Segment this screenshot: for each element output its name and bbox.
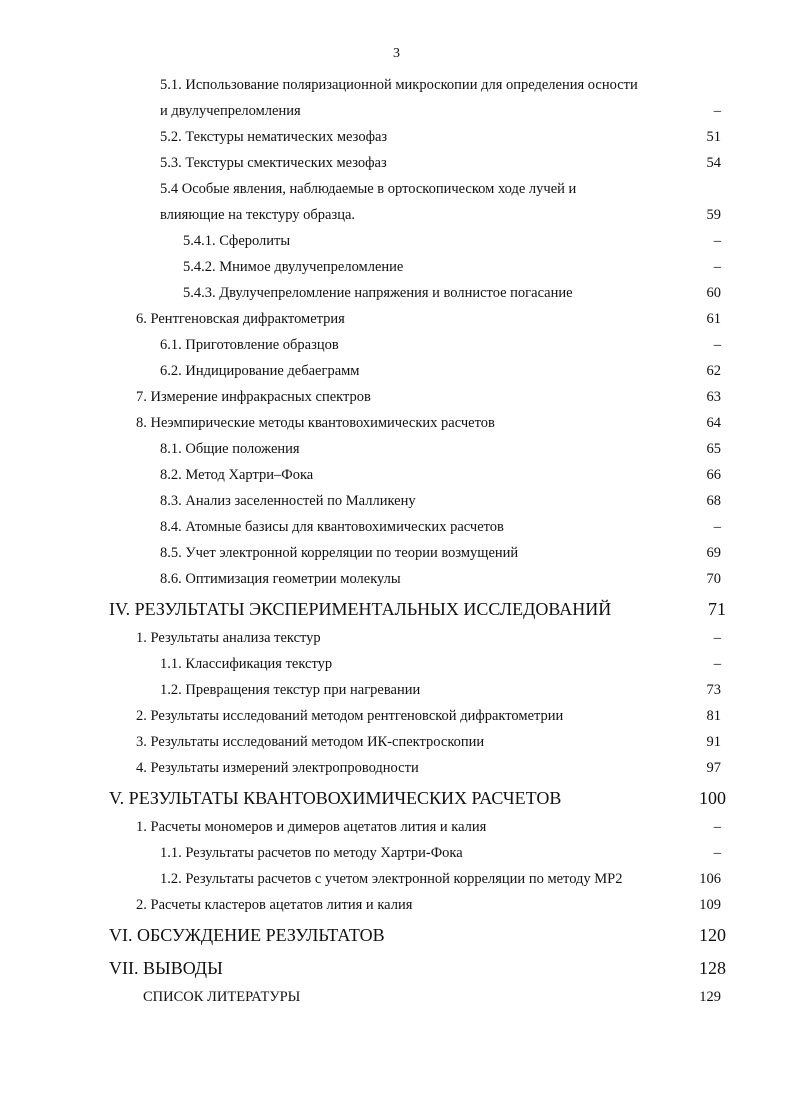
toc-entry-page: – bbox=[713, 819, 721, 835]
toc-entry-page: 59 bbox=[706, 207, 721, 223]
toc-entry-title: 2. Расчеты кластеров ацетатов лития и калия bbox=[136, 897, 413, 913]
toc-entry-page: – bbox=[713, 103, 721, 119]
toc-entry-page: 120 bbox=[699, 925, 726, 945]
toc-entry-page: 65 bbox=[706, 441, 721, 457]
toc-entry-row bbox=[0, 892, 793, 918]
toc-entry-title: СПИСОК ЛИТЕРАТУРЫ bbox=[143, 989, 301, 1005]
toc-entry-title: 5.4.1. Сферолиты bbox=[183, 233, 291, 249]
toc-entry-title: 8.4. Атомные базисы для квантовохимических расчетов bbox=[160, 519, 504, 535]
toc-entry-row bbox=[0, 254, 793, 280]
toc-entry-title: 7. Измерение инфракрасных спектров bbox=[136, 389, 371, 405]
toc-entry-row bbox=[0, 814, 793, 840]
toc-entry-page: 71 bbox=[708, 599, 726, 619]
toc-entry-row bbox=[0, 625, 793, 651]
toc-entry-page: 68 bbox=[706, 493, 721, 509]
toc-entry-page: 66 bbox=[706, 467, 721, 483]
toc-chapter-row bbox=[0, 953, 793, 984]
toc-entry-row bbox=[0, 436, 793, 462]
toc-entry-row bbox=[0, 150, 793, 176]
toc-entry-title: V. РЕЗУЛЬТАТЫ КВАНТОВОХИМИЧЕСКИХ РАСЧЕТОВ bbox=[109, 788, 562, 808]
toc-entry-page: – bbox=[713, 845, 721, 861]
toc-entry-row bbox=[0, 984, 793, 1010]
toc-entry-title: влияющие на текстуру образца. bbox=[160, 207, 356, 223]
toc-entry-page: 69 bbox=[706, 545, 721, 561]
toc-entry-title: 8.1. Общие положения bbox=[160, 441, 300, 457]
toc-entry-row bbox=[0, 358, 793, 384]
toc-entry-row bbox=[0, 729, 793, 755]
toc-entry-title: и двулучепреломления bbox=[160, 103, 301, 119]
toc-entry-title: 8. Неэмпирические методы квантовохимических расчетов bbox=[136, 415, 495, 431]
toc-entry-title: 5.1. Использование поляризационной микроскопии для определения осности bbox=[160, 77, 638, 93]
toc-entry-page: 64 bbox=[706, 415, 721, 431]
toc-chapter-row bbox=[0, 783, 793, 814]
toc-entry-page: 60 bbox=[706, 285, 721, 301]
toc-entry-page: – bbox=[713, 656, 721, 672]
toc-entry-title: 1.1. Результаты расчетов по методу Хартри-Фока bbox=[160, 845, 463, 861]
toc-entry-page: 100 bbox=[699, 788, 726, 808]
toc-entry-title: 3. Результаты исследований методом ИК-спектроскопии bbox=[136, 734, 485, 750]
toc-entry-row bbox=[0, 866, 793, 892]
toc-entry-row bbox=[0, 677, 793, 703]
toc-entry-row bbox=[0, 176, 793, 202]
toc-entry-page: 62 bbox=[706, 363, 721, 379]
toc-entry-page: – bbox=[713, 259, 721, 275]
toc-entry-title: 1.2. Превращения текстур при нагревании bbox=[160, 682, 421, 698]
toc-entry-page: – bbox=[713, 519, 721, 535]
toc-entry-row bbox=[0, 651, 793, 677]
table-of-contents bbox=[0, 72, 793, 1010]
toc-entry-page: 106 bbox=[699, 871, 721, 887]
toc-entry-page: 73 bbox=[706, 682, 721, 698]
toc-entry-row bbox=[0, 703, 793, 729]
toc-entry-row bbox=[0, 384, 793, 410]
toc-entry-title: 8.6. Оптимизация геометрии молекулы bbox=[160, 571, 401, 587]
toc-entry-row bbox=[0, 840, 793, 866]
toc-entry-row bbox=[0, 755, 793, 781]
toc-entry-title: 6. Рентгеновская дифрактометрия bbox=[136, 311, 345, 327]
toc-entry-row bbox=[0, 280, 793, 306]
toc-entry-title: 1. Расчеты мономеров и димеров ацетатов лития и калия bbox=[136, 819, 487, 835]
toc-entry-page: 61 bbox=[706, 311, 721, 327]
toc-entry-title: 5.3. Текстуры смектических мезофаз bbox=[160, 155, 387, 171]
toc-entry-title: 5.4.2. Мнимое двулучепреломление bbox=[183, 259, 404, 275]
toc-entry-page: 129 bbox=[699, 989, 721, 1005]
toc-entry-page: – bbox=[713, 233, 721, 249]
toc-entry-row bbox=[0, 462, 793, 488]
toc-entry-title: 8.5. Учет электронной корреляции по теории возмущений bbox=[160, 545, 519, 561]
toc-entry-page: 109 bbox=[699, 897, 721, 913]
toc-entry-title: VII. ВЫВОДЫ bbox=[109, 958, 223, 978]
toc-entry-page: 54 bbox=[706, 155, 721, 171]
toc-chapter-row bbox=[0, 920, 793, 951]
toc-entry-title: 1.1. Классификация текстур bbox=[160, 656, 333, 672]
toc-entry-title: 6.1. Приготовление образцов bbox=[160, 337, 339, 353]
toc-entry-title: 1. Результаты анализа текстур bbox=[136, 630, 321, 646]
toc-entry-title: 5.4 Особые явления, наблюдаемые в ортоскопическом ходе лучей и bbox=[160, 181, 577, 197]
toc-entry-row bbox=[0, 98, 793, 124]
toc-entry-row bbox=[0, 332, 793, 358]
toc-chapter-row bbox=[0, 594, 793, 625]
toc-entry-page: 63 bbox=[706, 389, 721, 405]
toc-entry-row bbox=[0, 124, 793, 150]
toc-entry-row bbox=[0, 540, 793, 566]
toc-entry-title: 5.2. Текстуры нематических мезофаз bbox=[160, 129, 388, 145]
toc-entry-row bbox=[0, 306, 793, 332]
toc-entry-title: VI. ОБСУЖДЕНИЕ РЕЗУЛЬТАТОВ bbox=[109, 925, 385, 945]
toc-entry-title: 8.3. Анализ заселенностей по Малликену bbox=[160, 493, 416, 509]
toc-entry-row bbox=[0, 488, 793, 514]
toc-entry-page: 128 bbox=[699, 958, 726, 978]
toc-entry-page: – bbox=[713, 337, 721, 353]
toc-entry-page: 81 bbox=[706, 708, 721, 724]
toc-entry-page: 91 bbox=[706, 734, 721, 750]
page-number: 3 bbox=[393, 46, 400, 61]
toc-entry-row bbox=[0, 566, 793, 592]
toc-entry-title: 6.2. Индицирование дебаеграмм bbox=[160, 363, 360, 379]
toc-entry-title: 2. Результаты исследований методом рентгеновской дифрактометрии bbox=[136, 708, 564, 724]
toc-entry-row bbox=[0, 72, 793, 98]
toc-entry-page: 97 bbox=[706, 760, 721, 776]
toc-entry-page: 51 bbox=[706, 129, 721, 145]
toc-entry-title: IV. РЕЗУЛЬТАТЫ ЭКСПЕРИМЕНТАЛЬНЫХ ИССЛЕДОВАНИЙ bbox=[109, 599, 612, 619]
toc-entry-row bbox=[0, 228, 793, 254]
toc-entry-title: 4. Результаты измерений электропроводности bbox=[136, 760, 419, 776]
toc-entry-page: – bbox=[713, 630, 721, 646]
toc-entry-title: 5.4.3. Двулучепреломление напряжения и волнистое погасание bbox=[183, 285, 573, 301]
toc-entry-title: 8.2. Метод Хартри–Фока bbox=[160, 467, 314, 483]
toc-entry-row bbox=[0, 410, 793, 436]
toc-entry-title: 1.2. Результаты расчетов с учетом электронной корреляции по методу МР2 bbox=[160, 871, 623, 887]
toc-entry-row bbox=[0, 202, 793, 228]
toc-entry-row bbox=[0, 514, 793, 540]
toc-entry-page: 70 bbox=[706, 571, 721, 587]
